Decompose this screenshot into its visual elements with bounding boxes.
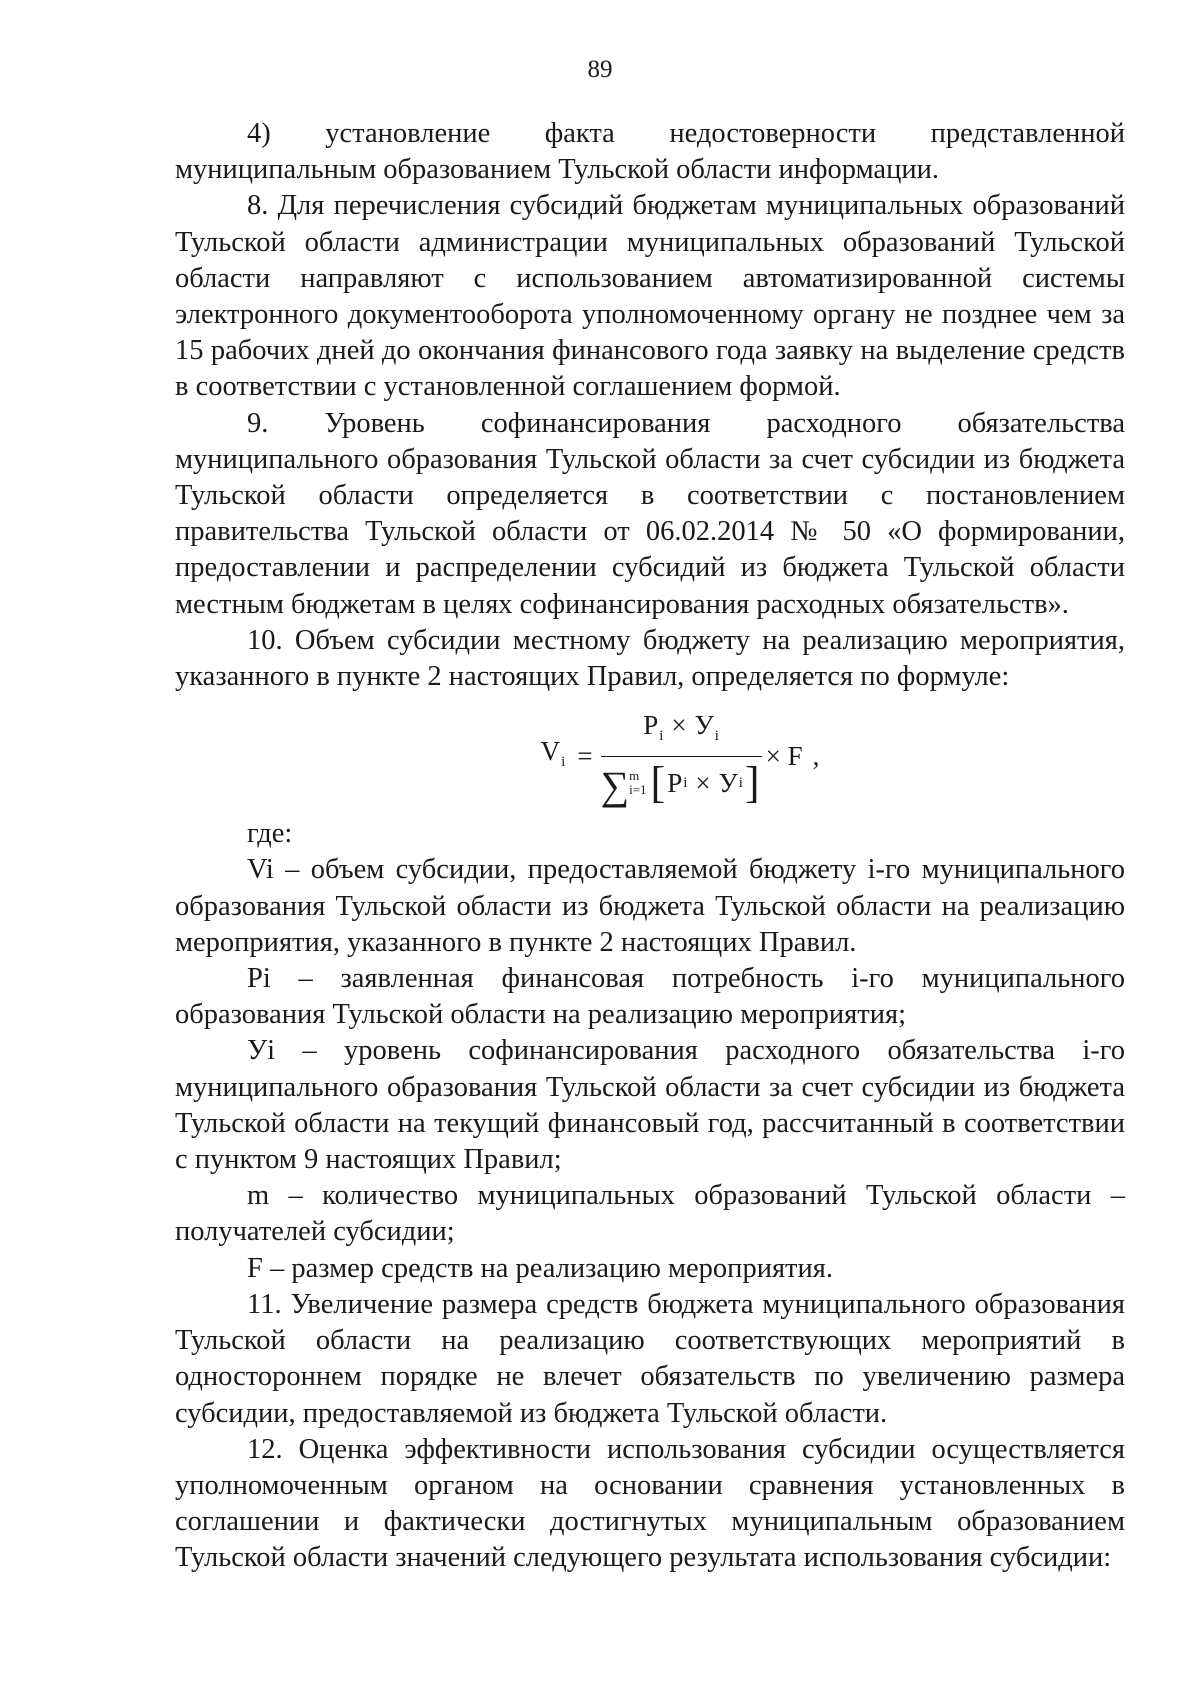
formula-lhs: $V_i$ [540, 735, 566, 770]
definition-yi: Уi – уровень софинансирования расходного обязательства i-го муниципального образования Тульской области за счет субсидии из бюджета Тульской области на текущий финансовый год, рассчитанный в соответствии с пунктом 9 настоящих Правил; [175, 1035, 1125, 1176]
definition-pi: Pi – заявленная финансовая потребность i-го муниципального образования Тульской области на реализацию мероприятия; [175, 963, 1125, 1031]
page-number: 89 [587, 56, 613, 83]
paragraph-9: 9. Уровень софинансирования расходного обязательства муниципального образования Тульской области за счет субсидии из бюджета Тульской области определяется в соответствии с постановлением правительства Тульской области от 06.02.2014 № 50 «О формировании, предоставлении и распределении субсидий из бюджета Тульской области местным бюджетам в целях софинансирования расходных обязательств». [175, 407, 1125, 620]
formula-expression: $V_i$ = $P_i \times У_i$ ∑ m i=1 [ P i × У i ] × F , [541, 707, 820, 805]
document-body [175, 116, 1125, 1577]
paragraph-10: 10. Объем субсидии местному бюджету на реализацию мероприятия, указанного в пункте 2 настоящих Правил, определяется по формуле: [175, 624, 1125, 693]
subsidy-formula [175, 704, 1125, 808]
formula-denominator: ∑ m i=1 [ P i × У i ] [600, 758, 760, 809]
definition-f: F – размер средств на реализацию мероприятия. [247, 1252, 833, 1284]
sum-symbol: ∑ [600, 763, 630, 809]
formula-tail: × F [765, 741, 803, 772]
definition-vi: Vi – объем субсидии, предоставляемой бюджету i-го муниципального образования Тульской области из бюджета Тульской области на реализацию мероприятия, указанного в пункте 2 настоящих Правил. [175, 854, 1125, 958]
paragraph-item-4: 4) установление факта недостоверности представленной муниципальным образованием Тульской области информации. [175, 118, 1125, 186]
paragraph-12: 12. Оценка эффективности использования субсидии осуществляется уполномоченным органом на основании сравнения установленных в соглашении и фактически достигнутых муниципальным образованием Тульской области значений следующего результата использования субсидии: [175, 1433, 1125, 1574]
formula-fraction [600, 707, 762, 809]
definition-m: m – количество муниципальных образований Тульской области – получателей субсидии; [175, 1180, 1125, 1248]
formula-numerator: $P_i \times У_i$ [643, 710, 719, 745]
paragraph-8: 8. Для перечисления субсидий бюджетам муниципальных образований Тульской области администрации муниципальных образований Тульской области направляют с использованием автоматизированной системы электронного документооборота уполномоченному органу не позднее чем за 15 рабочих дней до окончания финансового года заявку на выделение средств в соответствии с установленной соглашением формой. [175, 190, 1125, 403]
paragraph-11: 11. Увеличение размера средств бюджета муниципального образования Тульской области на реализацию соответствующих мероприятий в одностороннем порядке не влечет обязательств по увеличению размера субсидии, предоставляемой из бюджета Тульской области. [175, 1288, 1125, 1429]
where-label: где: [247, 818, 293, 850]
formula-equals: = [577, 741, 593, 772]
sum-limits: m i=1 [629, 768, 647, 798]
